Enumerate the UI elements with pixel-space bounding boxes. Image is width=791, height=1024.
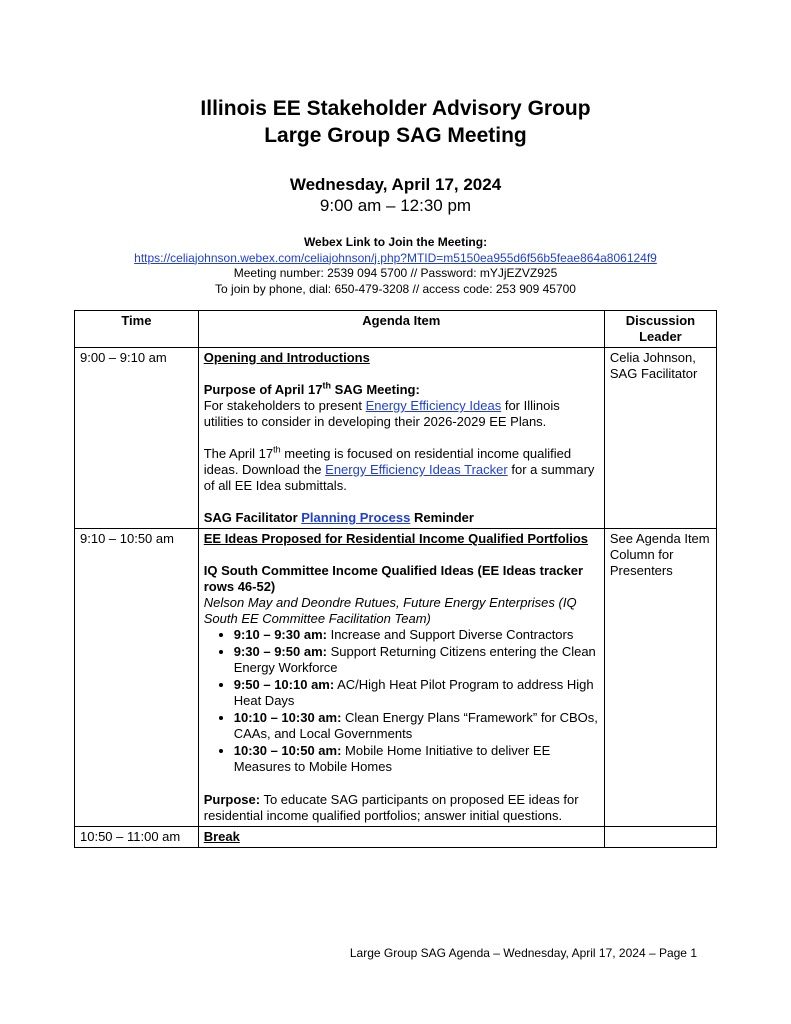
session-item: • 10:10 – 10:30 am: Clean Energy Plans “Framework” for CBOs, CAAs, and Local Governments	[234, 710, 599, 742]
row-leader: See Agenda Item Column for Presenters	[604, 529, 716, 827]
item-title: EE Ideas Proposed for Residential Income Qualified Portfolios	[203, 531, 589, 546]
agenda-table	[74, 310, 717, 848]
phone-info: To join by phone, dial: 650-479-3208 // access code: 253 909 45700	[215, 281, 576, 296]
purpose-statement: Purpose: To educate SAG participants on proposed EE ideas for residential income qualified portfolios; answer initial questions.	[203, 792, 579, 823]
webex-info	[0, 235, 791, 297]
webex-heading: Webex Link to Join the Meeting:	[303, 235, 488, 249]
document-subtitle: Large Group SAG Meeting	[264, 124, 527, 147]
session-item: • 9:30 – 9:50 am: Support Returning Citizens entering the Clean Energy Workforce	[234, 644, 599, 676]
header-agenda-item: Agenda Item	[198, 311, 604, 348]
planning-reminder: SAG Facilitator Planning Process Reminder	[203, 510, 474, 525]
ideas-tracker-link[interactable]: Energy Efficiency Ideas Tracker	[325, 462, 508, 477]
item-title: Opening and Introductions	[203, 350, 370, 365]
row-leader	[604, 827, 716, 848]
meeting-time: 9:00 am – 12:30 pm	[319, 196, 472, 215]
focus-text: The April 17th meeting is focused on residential income qualified ideas. Download the Energy Efficiency Ideas Tracker for a summary of all EE Idea submittals.	[203, 444, 595, 493]
row-agenda-item	[198, 827, 604, 848]
table-row	[75, 827, 717, 848]
header-time: Time	[75, 311, 199, 348]
row-agenda-item	[198, 529, 604, 827]
table-row	[75, 529, 717, 827]
committee-heading: IQ South Committee Income Qualified Ideas (EE Ideas tracker rows 46-52)	[203, 563, 584, 594]
row-leader: Celia Johnson, SAG Facilitator	[604, 348, 716, 529]
document-title: Illinois EE Stakeholder Advisory Group	[200, 97, 591, 120]
session-list	[204, 627, 599, 775]
header-discussion-leader: Discussion Leader	[604, 311, 716, 348]
page-footer: Large Group SAG Agenda – Wednesday, April 17, 2024 – Page 1	[349, 946, 697, 960]
presenters: Nelson May and Deondre Rutues, Future Energy Enterprises (IQ South EE Committee Facilitation Team)	[203, 595, 577, 626]
session-item: • 9:10 – 9:30 am: Increase and Support Diverse Contractors	[234, 627, 599, 643]
row-time: 9:00 – 9:10 am	[75, 348, 199, 529]
planning-process-link[interactable]: Planning Process	[301, 510, 411, 525]
row-agenda-item	[198, 348, 604, 529]
session-item: • 10:30 – 10:50 am: Mobile Home Initiative to deliver EE Measures to Mobile Homes	[234, 743, 599, 775]
table-row	[75, 348, 717, 529]
session-item: • 9:50 – 10:10 am: AC/High Heat Pilot Program to address High Heat Days	[234, 677, 599, 709]
row-time: 10:50 – 11:00 am	[75, 827, 199, 848]
meeting-number: Meeting number: 2539 094 5700 // Password: mYJjEZVZ925	[233, 266, 558, 280]
meeting-date: Wednesday, April 17, 2024	[289, 175, 502, 194]
row-time: 9:10 – 10:50 am	[75, 529, 199, 827]
table-header-row	[75, 311, 717, 348]
energy-efficiency-ideas-link[interactable]: Energy Efficiency Ideas	[365, 398, 502, 413]
purpose-text: For stakeholders to present Energy Efficiency Ideas for Illinois utilities to consider in developing their 2026-2029 EE Plans.	[203, 398, 560, 429]
purpose-heading: Purpose of April 17th SAG Meeting:	[203, 380, 420, 397]
item-title: Break	[203, 829, 240, 844]
webex-link[interactable]: https://celiajohnson.webex.com/celiajohnson/j.php?MTID=m5150ea955d6f56b5feae864a806124f9	[134, 250, 657, 265]
